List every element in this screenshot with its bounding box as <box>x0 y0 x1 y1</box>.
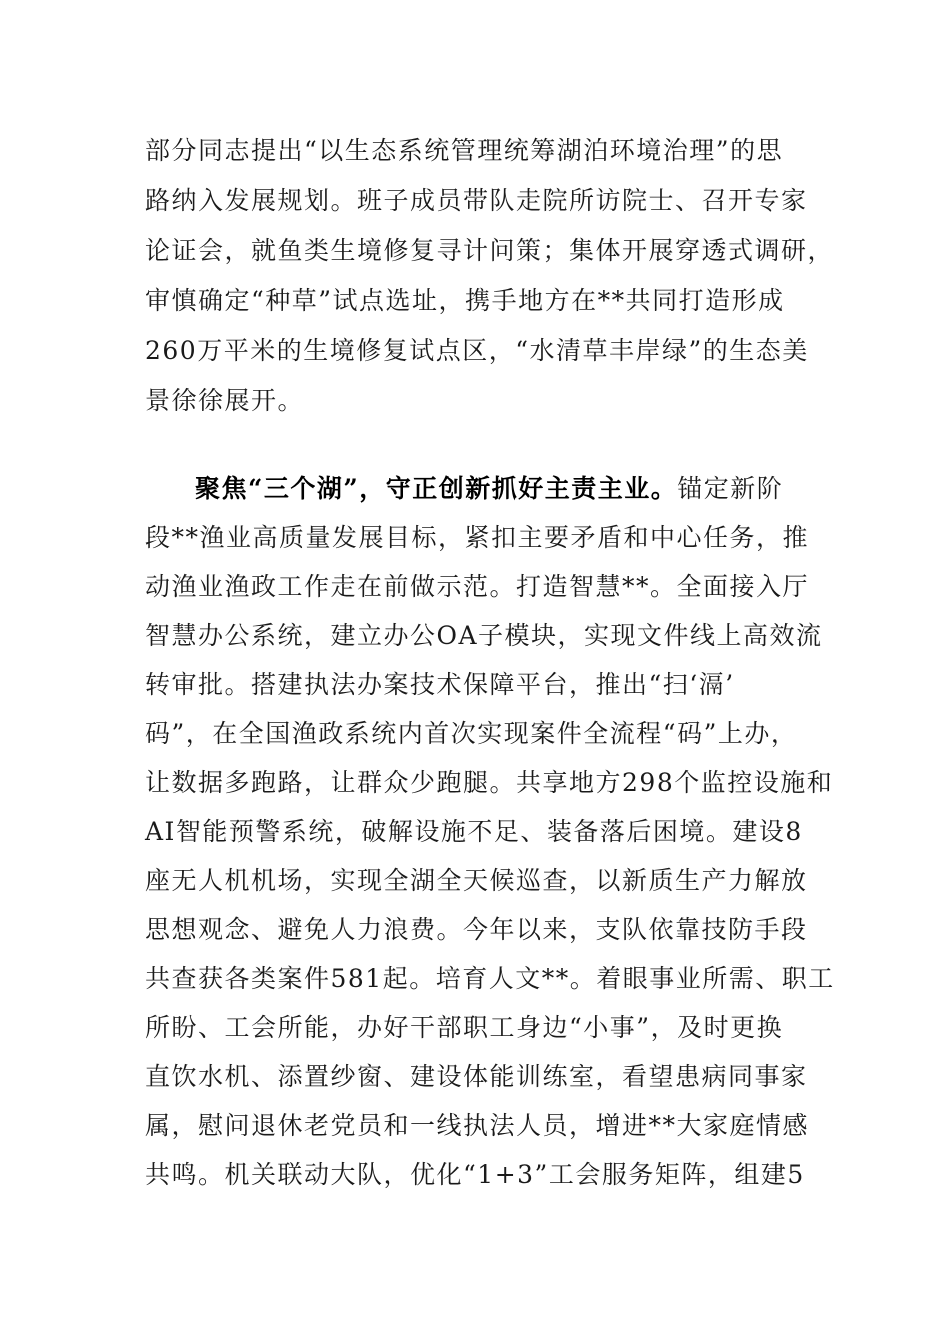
paragraph-2-line-2: 段**渔业高质量发展目标，紧扣主要矛盾和中心任务，推 <box>145 523 810 552</box>
paragraph-2-line-11: 共查获各类案件581起。培育人文**。着眼事业所需、职工 <box>145 964 835 993</box>
paragraph-2-line-5: 转审批。搭建执法办案技术保障平台，推出“扫‘滆’ <box>145 670 735 699</box>
paragraph-2-line-8: AI智能预警系统，破解设施不足、装备落后困境。建设8 <box>145 817 803 846</box>
paragraph-1-line-1: 部分同志提出“以生态系统管理统筹湖泊环境治理”的思 <box>145 136 784 165</box>
paragraph-1-line-5: 260万平米的生境修复试点区，“水清草丰岸绿”的生态美 <box>145 336 809 365</box>
paragraph-2-line-15: 共鸣。机关联动大队，优化“1+3”工会服务矩阵，组建5 <box>145 1160 805 1189</box>
paragraph-2-heading: 聚焦“三个湖”，守正创新抓好主责主业。 <box>195 474 678 503</box>
paragraph-2-line-6: 码”，在全国渔政系统内首次实现案件全流程“码”上办， <box>145 719 798 748</box>
paragraph-1-line-3: 论证会，就鱼类生境修复寻计问策；集体开展穿透式调研， <box>145 236 835 265</box>
paragraph-2-line-3: 动渔业渔政工作走在前做示范。打造智慧**。全面接入厅 <box>145 572 810 601</box>
paragraph-1-line-6: 景徐徐展开。 <box>145 386 305 415</box>
paragraph-2-line-1 <box>195 474 810 504</box>
paragraph-2-line-13: 直饮水机、添置纱窗、建设体能训练室，看望患病同事家 <box>145 1062 808 1091</box>
paragraph-2-line-14: 属，慰问退休老党员和一线执法人员，增进**大家庭情感 <box>145 1111 810 1140</box>
paragraph-2-line-12: 所盼、工会所能，办好干部职工身边“小事”，及时更换 <box>145 1013 784 1042</box>
paragraph-1-line-2: 路纳入发展规划。班子成员带队走院所访院士、召开专家 <box>145 186 808 215</box>
paragraph-2-line-10: 思想观念、避免人力浪费。今年以来，支队依靠技防手段 <box>145 915 808 944</box>
paragraph-2-line-1-rest: 锚定新阶 <box>677 474 784 503</box>
paragraph-1-line-4: 审慎确定“种草”试点选址，携手地方在**共同打造形成 <box>145 286 785 315</box>
paragraph-2-line-9: 座无人机机场，实现全湖全天候巡查，以新质生产力解放 <box>145 866 808 895</box>
paragraph-2-line-7: 让数据多跑路，让群众少跑腿。共享地方298个监控设施和 <box>145 768 834 797</box>
paragraph-2-line-4: 智慧办公系统，建立办公OA子模块，实现文件线上高效流 <box>145 621 823 650</box>
